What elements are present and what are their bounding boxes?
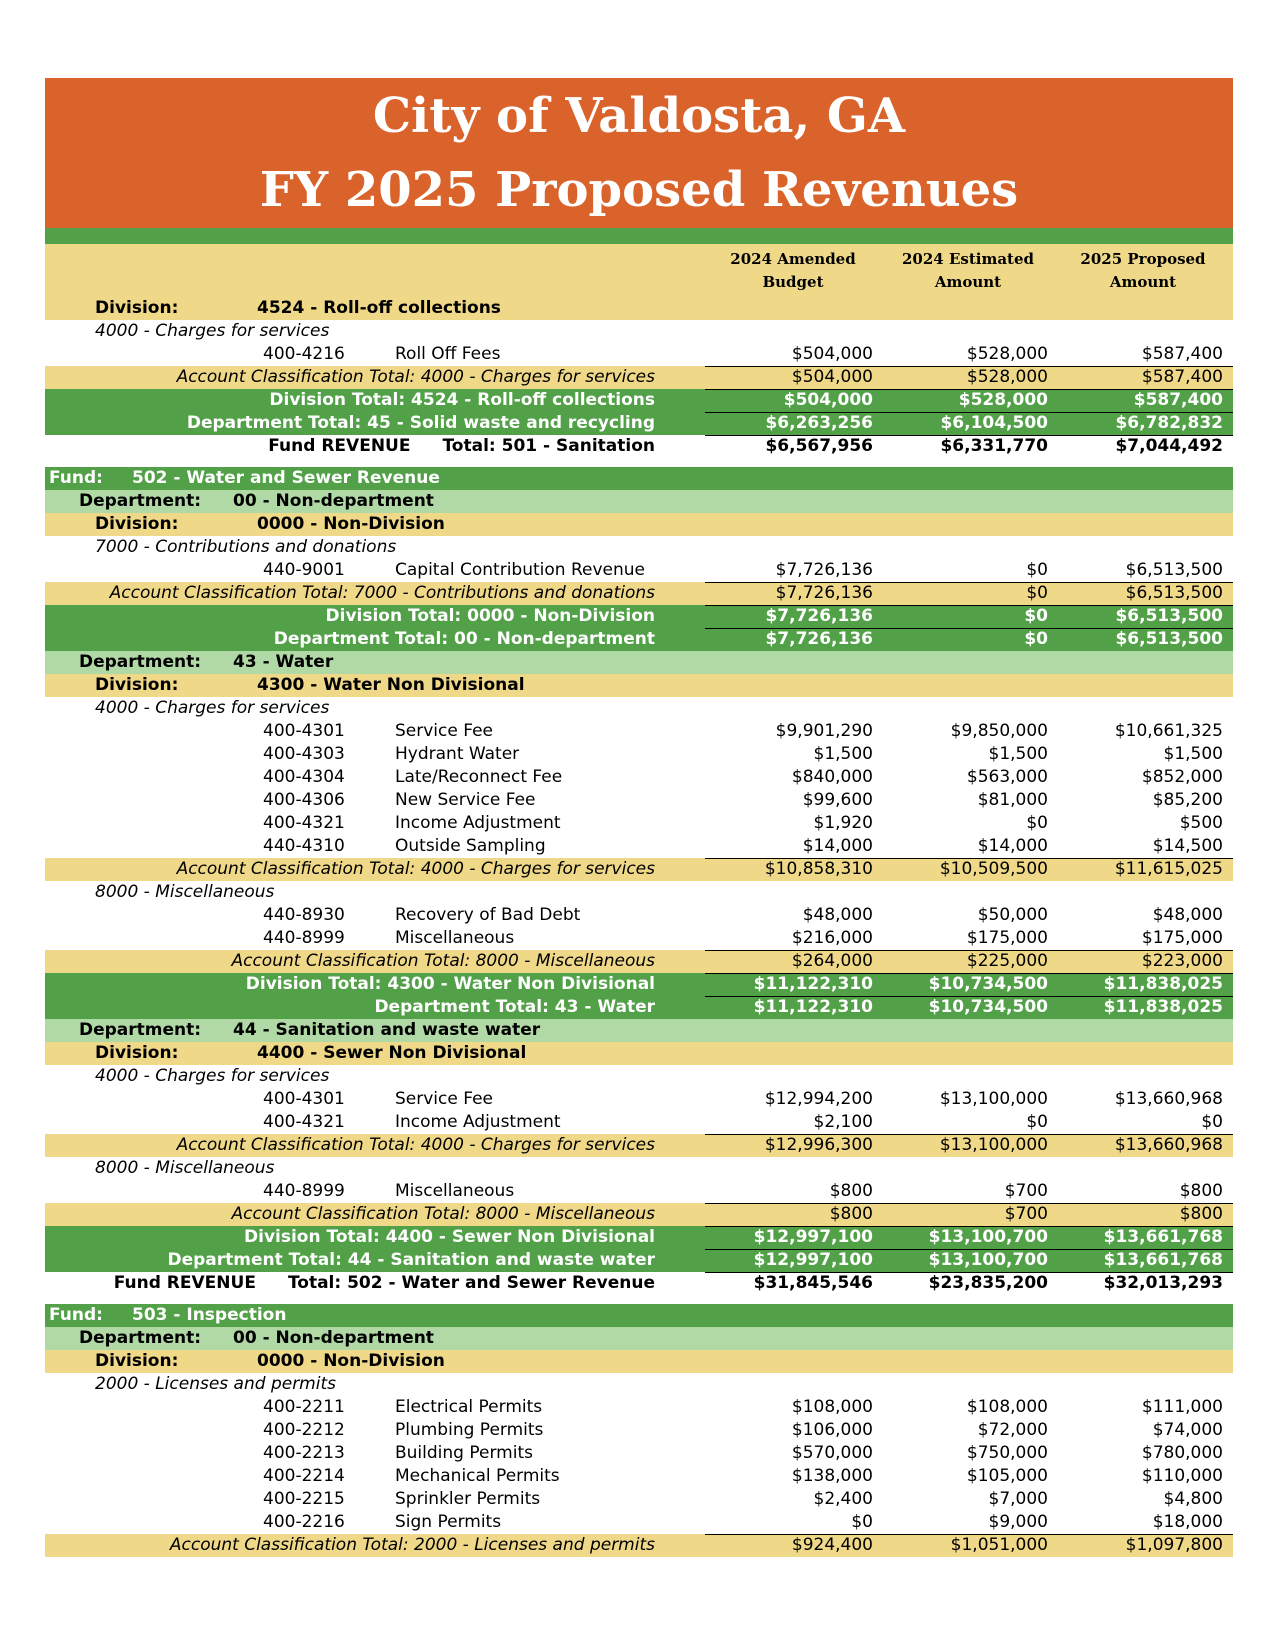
total-rule <box>705 366 1233 367</box>
header-divider <box>45 228 1233 244</box>
classification-name: 4000 - Charges for services <box>95 1066 330 1086</box>
classification-total-row <box>45 1134 1233 1157</box>
value-2024-amended: $216,000 <box>791 928 873 948</box>
account-description: Outside Sampling <box>395 836 546 856</box>
value-2024-estimated: $0 <box>1024 606 1048 626</box>
value-2024-estimated: $7,000 <box>988 1489 1048 1509</box>
value-2025-proposed: $6,513,500 <box>1115 629 1223 649</box>
value-2024-estimated: $10,509,500 <box>939 859 1048 879</box>
account-description: Service Fee <box>395 721 493 741</box>
value-2025-proposed: $11,838,025 <box>1103 974 1223 994</box>
value-2024-amended: $840,000 <box>791 767 873 787</box>
account-number: 400-4303 <box>263 744 345 764</box>
value-2024-amended: $504,000 <box>791 344 873 364</box>
table-row <box>45 1511 1233 1534</box>
value-2025-proposed: $13,661,768 <box>1103 1250 1223 1270</box>
table-row <box>45 743 1233 766</box>
value-2024-amended: $9,901,290 <box>775 721 873 741</box>
fund-total-label: Fund REVENUE <box>268 436 411 456</box>
table-row <box>45 835 1233 858</box>
report-title-fy: FY 2025 Proposed Revenues <box>259 162 1019 218</box>
value-2024-amended: $12,996,300 <box>764 1135 873 1155</box>
value-2025-proposed: $6,513,500 <box>1115 606 1223 626</box>
subtotal-label: Department Total: 45 - Solid waste and recycling <box>186 413 655 433</box>
value-2025-proposed: $852,000 <box>1141 767 1223 787</box>
value-2024-estimated: $13,100,000 <box>939 1135 1048 1155</box>
account-classification <box>45 1157 1233 1180</box>
classification-total-row <box>45 858 1233 881</box>
value-2024-estimated: $72,000 <box>977 1420 1048 1440</box>
table-row <box>45 1442 1233 1465</box>
value-2024-amended: $108,000 <box>791 1397 873 1417</box>
fund-header <box>45 1304 1233 1327</box>
fund-name: 503 - Inspection <box>132 1305 287 1325</box>
account-description: Hydrant Water <box>395 744 520 764</box>
value-2024-amended: $7,726,136 <box>775 583 873 603</box>
value-2025-proposed: $85,200 <box>1152 790 1223 810</box>
classification-total-label: Account Classification Total: 7000 - Contributions and donations <box>109 583 655 603</box>
account-number: 400-2216 <box>263 1512 345 1532</box>
table-row <box>45 766 1233 789</box>
value-2024-amended: $0 <box>851 1512 873 1532</box>
value-2024-estimated: $13,100,000 <box>939 1089 1048 1109</box>
department-label: Department: <box>79 652 202 672</box>
value-2025-proposed: $32,013,293 <box>1103 1273 1223 1293</box>
account-description: Electrical Permits <box>395 1397 543 1417</box>
account-description: Roll Off Fees <box>395 344 501 364</box>
value-2024-estimated: $105,000 <box>966 1466 1048 1486</box>
subtotal-row <box>45 412 1233 435</box>
value-2025-proposed: $10,661,325 <box>1114 721 1223 741</box>
account-number: 400-2215 <box>263 1489 345 1509</box>
subtotal-label: Division Total: 4524 - Roll-off collections <box>269 390 655 410</box>
classification-total-row <box>45 582 1233 605</box>
value-2025-proposed: $18,000 <box>1152 1512 1223 1532</box>
account-number: 440-4310 <box>263 836 345 856</box>
account-number: 400-4306 <box>263 790 345 810</box>
table-row <box>45 1088 1233 1111</box>
column-header-line: 2024 Amended <box>730 250 856 268</box>
account-description: Building Permits <box>395 1443 533 1463</box>
subtotal-label: Division Total: 4300 - Water Non Divisional <box>245 974 655 994</box>
value-2024-amended: $12,994,200 <box>764 1089 873 1109</box>
total-rule <box>705 973 1233 974</box>
classification-name: 2000 - Licenses and permits <box>95 1374 336 1394</box>
account-description: Miscellaneous <box>395 1181 515 1201</box>
table-row <box>45 927 1233 950</box>
fund-total-name: Total: 501 - Sanitation <box>442 436 655 456</box>
value-2024-amended: $7,726,136 <box>765 629 873 649</box>
total-rule <box>705 582 1233 583</box>
total-rule <box>705 1203 1233 1204</box>
classification-total-label: Account Classification Total: 4000 - Charges for services <box>176 1135 655 1155</box>
account-description: New Service Fee <box>395 790 536 810</box>
table-row <box>45 720 1233 743</box>
account-number: 400-4321 <box>263 813 345 833</box>
subtotal-row <box>45 996 1233 1019</box>
account-number: 440-9001 <box>263 560 345 580</box>
value-2024-amended: $504,000 <box>791 367 873 387</box>
classification-total-row <box>45 1203 1233 1226</box>
department-header <box>45 1327 1233 1350</box>
value-2025-proposed: $11,838,025 <box>1103 997 1223 1017</box>
value-2025-proposed: $6,513,500 <box>1125 583 1223 603</box>
column-header-row <box>45 244 1233 297</box>
account-description: Mechanical Permits <box>395 1466 560 1486</box>
value-2025-proposed: $1,097,800 <box>1125 1535 1223 1555</box>
value-2024-estimated: $1,051,000 <box>950 1535 1048 1555</box>
account-description: Service Fee <box>395 1089 493 1109</box>
column-header-2025-proposed <box>1053 248 1233 294</box>
column-header-2024-estimated <box>878 248 1058 294</box>
subtotal-label: Department Total: 00 - Non-department <box>273 629 655 649</box>
classification-name: 8000 - Miscellaneous <box>95 882 275 902</box>
value-2024-amended: $570,000 <box>791 1443 873 1463</box>
value-2024-estimated: $10,734,500 <box>928 974 1048 994</box>
account-number: 400-4321 <box>263 1112 345 1132</box>
fund-total-row <box>45 1272 1233 1295</box>
total-rule <box>705 950 1233 951</box>
division-label: Division: <box>95 514 179 534</box>
value-2024-amended: $2,100 <box>813 1112 873 1132</box>
value-2025-proposed: $0 <box>1201 1112 1223 1132</box>
division-header <box>45 1042 1233 1065</box>
value-2024-amended: $10,858,310 <box>764 859 873 879</box>
classification-total-label: Account Classification Total: 4000 - Charges for services <box>176 859 655 879</box>
value-2025-proposed: $587,400 <box>1141 344 1223 364</box>
value-2024-amended: $138,000 <box>791 1466 873 1486</box>
account-number: 400-4304 <box>263 767 345 787</box>
fund-total-row <box>45 435 1233 458</box>
value-2025-proposed: $500 <box>1179 813 1223 833</box>
account-classification <box>45 536 1233 559</box>
classification-name: 8000 - Miscellaneous <box>95 1158 275 1178</box>
value-2024-amended: $106,000 <box>791 1420 873 1440</box>
value-2024-estimated: $0 <box>1026 583 1048 603</box>
account-number: 400-2211 <box>263 1397 345 1417</box>
value-2024-estimated: $0 <box>1026 1112 1048 1132</box>
column-header-2024-amended <box>703 248 883 294</box>
value-2024-amended: $48,000 <box>802 905 873 925</box>
department-name: 00 - Non-department <box>233 491 434 511</box>
value-2024-amended: $264,000 <box>791 951 873 971</box>
account-description: Recovery of Bad Debt <box>395 905 581 925</box>
department-name: 44 - Sanitation and waste water <box>233 1020 541 1040</box>
subtotal-row <box>45 389 1233 412</box>
account-description: Sprinkler Permits <box>395 1489 541 1509</box>
value-2024-estimated: $1,500 <box>988 744 1048 764</box>
department-label: Department: <box>79 1020 202 1040</box>
account-number: 400-2212 <box>263 1420 345 1440</box>
subtotal-row <box>45 628 1233 651</box>
value-2024-estimated: $175,000 <box>966 928 1048 948</box>
value-2024-amended: $11,122,310 <box>753 997 873 1017</box>
value-2024-amended: $504,000 <box>783 390 873 410</box>
department-header <box>45 490 1233 513</box>
report-header <box>45 78 1233 228</box>
total-rule <box>705 412 1233 413</box>
value-2024-amended: $6,567,956 <box>765 436 873 456</box>
account-number: 400-2213 <box>263 1443 345 1463</box>
subtotal-label: Division Total: 4400 - Sewer Non Divisional <box>244 1227 655 1247</box>
value-2024-estimated: $700 <box>1004 1204 1048 1224</box>
table-row <box>45 812 1233 835</box>
report-title-city: City of Valdosta, GA <box>372 88 906 144</box>
value-2024-estimated: $9,850,000 <box>950 721 1048 741</box>
column-header-line: Amount <box>934 273 1002 291</box>
table-row <box>45 1465 1233 1488</box>
value-2025-proposed: $11,615,025 <box>1114 859 1223 879</box>
department-label: Department: <box>79 1328 202 1348</box>
value-2025-proposed: $1,500 <box>1163 744 1223 764</box>
department-name: 00 - Non-department <box>233 1328 434 1348</box>
fund-label: Fund: <box>49 1305 103 1325</box>
total-rule <box>705 1249 1233 1250</box>
value-2025-proposed: $587,400 <box>1141 367 1223 387</box>
value-2024-estimated: $528,000 <box>966 344 1048 364</box>
division-name: 4300 - Water Non Divisional <box>257 675 525 695</box>
value-2024-estimated: $6,104,500 <box>940 413 1048 433</box>
table-row <box>45 1111 1233 1134</box>
table-row <box>45 904 1233 927</box>
value-2024-estimated: $14,000 <box>977 836 1048 856</box>
value-2025-proposed: $7,044,492 <box>1115 436 1223 456</box>
value-2024-estimated: $700 <box>1004 1181 1048 1201</box>
total-rule <box>705 1226 1233 1227</box>
value-2024-estimated: $50,000 <box>977 905 1048 925</box>
value-2024-amended: $7,726,136 <box>775 560 873 580</box>
value-2024-estimated: $563,000 <box>966 767 1048 787</box>
department-label: Department: <box>79 491 202 511</box>
value-2024-estimated: $750,000 <box>966 1443 1048 1463</box>
fund-header <box>45 467 1233 490</box>
classification-total-row <box>45 950 1233 973</box>
division-name: 0000 - Non-Division <box>257 514 445 534</box>
value-2025-proposed: $13,660,968 <box>1114 1135 1223 1155</box>
value-2024-estimated: $0 <box>1026 813 1048 833</box>
value-2024-amended: $1,500 <box>813 744 873 764</box>
fund-total-label: Fund REVENUE <box>113 1273 256 1293</box>
division-header <box>45 513 1233 536</box>
table-row <box>45 1396 1233 1419</box>
classification-total-label: Account Classification Total: 8000 - Miscellaneous <box>231 1204 655 1224</box>
value-2025-proposed: $111,000 <box>1141 1397 1223 1417</box>
value-2024-amended: $2,400 <box>813 1489 873 1509</box>
column-header-line: Amount <box>1109 273 1177 291</box>
total-rule <box>705 628 1233 629</box>
department-name: 43 - Water <box>233 652 334 672</box>
subtotal-row <box>45 1226 1233 1249</box>
division-label: Division: <box>95 1351 179 1371</box>
value-2024-amended: $1,920 <box>813 813 873 833</box>
division-label: Division: <box>95 298 179 318</box>
account-classification <box>45 881 1233 904</box>
account-number: 400-4301 <box>263 1089 345 1109</box>
account-number: 440-8930 <box>263 905 345 925</box>
fund-label: Fund: <box>49 468 103 488</box>
fund-name: 502 - Water and Sewer Revenue <box>132 468 440 488</box>
division-header <box>45 297 1233 320</box>
classification-name: 7000 - Contributions and donations <box>95 537 397 557</box>
value-2024-amended: $99,600 <box>802 790 873 810</box>
division-label: Division: <box>95 675 179 695</box>
total-rule <box>705 858 1233 859</box>
value-2024-estimated: $6,331,770 <box>940 436 1048 456</box>
value-2025-proposed: $223,000 <box>1141 951 1223 971</box>
classification-total-label: Account Classification Total: 2000 - Licenses and permits <box>169 1535 655 1555</box>
account-description: Income Adjustment <box>395 1112 561 1132</box>
department-header <box>45 651 1233 674</box>
table-row <box>45 1419 1233 1442</box>
value-2025-proposed: $6,513,500 <box>1125 560 1223 580</box>
account-classification <box>45 697 1233 720</box>
value-2025-proposed: $4,800 <box>1163 1489 1223 1509</box>
table-row <box>45 559 1233 582</box>
value-2025-proposed: $14,500 <box>1152 836 1223 856</box>
value-2024-estimated: $23,835,200 <box>928 1273 1048 1293</box>
classification-total-row <box>45 1534 1233 1557</box>
subtotal-row <box>45 973 1233 996</box>
value-2024-estimated: $9,000 <box>988 1512 1048 1532</box>
value-2025-proposed: $48,000 <box>1152 905 1223 925</box>
value-2024-estimated: $225,000 <box>966 951 1048 971</box>
total-rule <box>705 605 1233 606</box>
column-header-line: 2024 Estimated <box>901 250 1035 268</box>
account-description: Capital Contribution Revenue <box>395 560 646 580</box>
table-row <box>45 789 1233 812</box>
division-header <box>45 674 1233 697</box>
value-2024-amended: $924,400 <box>791 1535 873 1555</box>
subtotal-label: Division Total: 0000 - Non-Division <box>325 606 655 626</box>
division-name: 4524 - Roll-off collections <box>257 298 501 318</box>
division-label: Division: <box>95 1043 179 1063</box>
value-2024-estimated: $0 <box>1024 629 1048 649</box>
subtotal-row <box>45 605 1233 628</box>
value-2024-estimated: $81,000 <box>977 790 1048 810</box>
classification-name: 4000 - Charges for services <box>95 698 330 718</box>
subtotal-label: Department Total: 43 - Water <box>374 997 655 1017</box>
value-2024-amended: $6,263,256 <box>765 413 873 433</box>
value-2024-estimated: $13,100,700 <box>928 1250 1048 1270</box>
value-2024-amended: $31,845,546 <box>753 1273 873 1293</box>
value-2024-amended: $12,997,100 <box>753 1227 873 1247</box>
column-header-line: 2025 Proposed <box>1080 250 1206 268</box>
classification-total-label: Account Classification Total: 8000 - Miscellaneous <box>231 951 655 971</box>
total-rule <box>705 389 1233 390</box>
account-number: 440-8999 <box>263 1181 345 1201</box>
value-2024-estimated: $108,000 <box>966 1397 1048 1417</box>
fund-total-name: Total: 502 - Water and Sewer Revenue <box>287 1273 655 1293</box>
account-number: 440-8999 <box>263 928 345 948</box>
total-rule <box>705 996 1233 997</box>
value-2025-proposed: $587,400 <box>1133 390 1223 410</box>
classification-total-row <box>45 366 1233 389</box>
account-number: 400-4216 <box>263 344 345 364</box>
value-2025-proposed: $110,000 <box>1141 1466 1223 1486</box>
table-row <box>45 1180 1233 1203</box>
value-2024-amended: $12,997,100 <box>753 1250 873 1270</box>
value-2024-estimated: $0 <box>1026 560 1048 580</box>
value-2025-proposed: $6,782,832 <box>1115 413 1223 433</box>
value-2024-amended: $7,726,136 <box>765 606 873 626</box>
subtotal-row <box>45 1249 1233 1272</box>
value-2024-amended: $14,000 <box>802 836 873 856</box>
division-header <box>45 1350 1233 1373</box>
classification-name: 4000 - Charges for services <box>95 321 330 341</box>
value-2025-proposed: $800 <box>1179 1204 1223 1224</box>
total-rule <box>705 1534 1233 1535</box>
value-2024-amended: $800 <box>829 1181 873 1201</box>
division-name: 4400 - Sewer Non Divisional <box>257 1043 527 1063</box>
account-classification <box>45 1065 1233 1088</box>
account-classification <box>45 1373 1233 1396</box>
value-2024-estimated: $528,000 <box>958 390 1048 410</box>
account-description: Late/Reconnect Fee <box>395 767 563 787</box>
value-2025-proposed: $780,000 <box>1141 1443 1223 1463</box>
value-2024-estimated: $13,100,700 <box>928 1227 1048 1247</box>
total-rule <box>705 1134 1233 1135</box>
column-header-line: Budget <box>762 273 824 291</box>
account-description: Income Adjustment <box>395 813 561 833</box>
account-description: Miscellaneous <box>395 928 515 948</box>
value-2025-proposed: $800 <box>1179 1181 1223 1201</box>
value-2024-amended: $800 <box>829 1204 873 1224</box>
account-classification <box>45 320 1233 343</box>
total-rule <box>705 435 1233 436</box>
account-number: 400-4301 <box>263 721 345 741</box>
value-2025-proposed: $74,000 <box>1152 1420 1223 1440</box>
table-row <box>45 1488 1233 1511</box>
total-rule <box>705 1272 1233 1273</box>
value-2024-amended: $11,122,310 <box>753 974 873 994</box>
subtotal-label: Department Total: 44 - Sanitation and waste water <box>167 1250 655 1270</box>
value-2025-proposed: $13,660,968 <box>1114 1089 1223 1109</box>
department-header <box>45 1019 1233 1042</box>
table-row <box>45 343 1233 366</box>
value-2024-estimated: $10,734,500 <box>928 997 1048 1017</box>
account-description: Sign Permits <box>395 1512 502 1532</box>
division-name: 0000 - Non-Division <box>257 1351 445 1371</box>
value-2025-proposed: $175,000 <box>1141 928 1223 948</box>
value-2025-proposed: $13,661,768 <box>1103 1227 1223 1247</box>
account-description: Plumbing Permits <box>395 1420 544 1440</box>
value-2024-estimated: $528,000 <box>966 367 1048 387</box>
classification-total-label: Account Classification Total: 4000 - Charges for services <box>176 367 655 387</box>
account-number: 400-2214 <box>263 1466 345 1486</box>
